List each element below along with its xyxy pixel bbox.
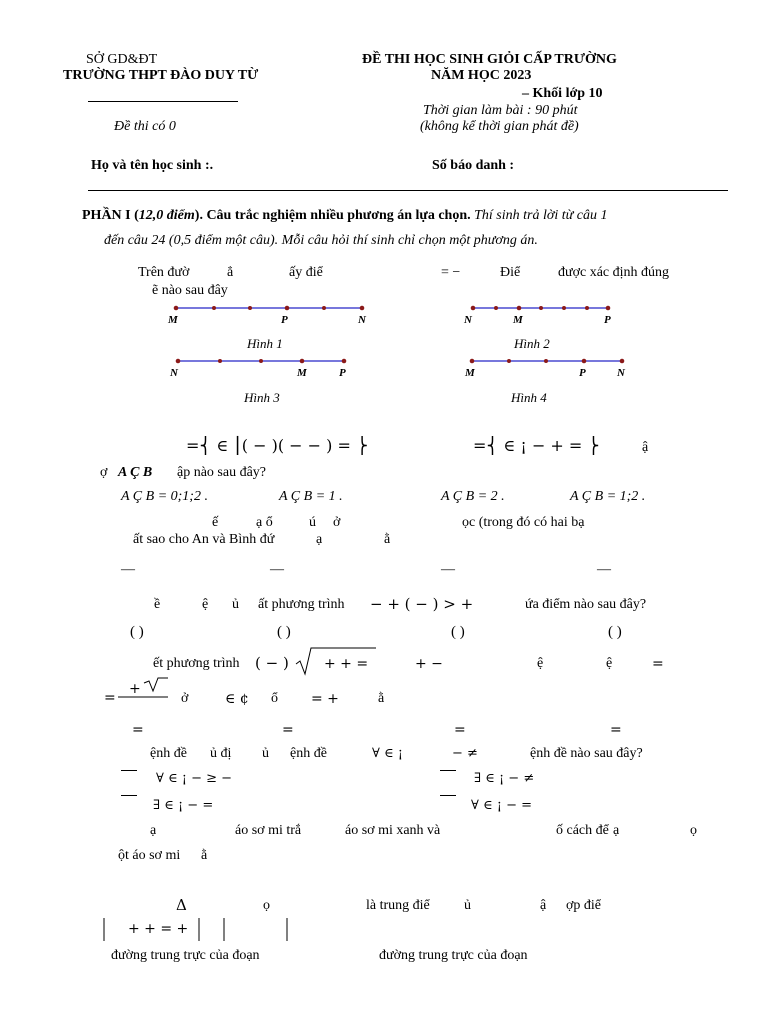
q5-option-a[interactable]: = (132, 722, 144, 738)
q7-text-f: ọ (690, 823, 697, 838)
q1-text-e: Điể (500, 265, 521, 280)
q3-text-f: ất sao cho An và Bình đứ (133, 532, 275, 547)
q1-text-d: = − (441, 265, 461, 280)
fig2-label-m: M (513, 314, 523, 326)
q4-text-b: ệ (202, 597, 209, 612)
part1-instruction-1: Thí sinh trả lời từ câu 1 (474, 208, 608, 223)
department-name: SỞ GD&ĐT (86, 52, 158, 67)
q2-text-b: A Ç B (118, 465, 153, 480)
q5-radicand: + + = (324, 656, 369, 672)
q3-text-b: ạ ổ (256, 515, 273, 530)
exam-duration: Thời gian làm bài : 90 phút (423, 103, 578, 118)
part1-title-rest: ). Câu trắc nghiệm nhiều phương án lựa chọn. (194, 208, 471, 223)
q4-inequality: − + ( − ) > + (370, 595, 474, 613)
q7-text-c: áo sơ mi xanh và (345, 823, 441, 838)
q6-text-a: ệnh đề (150, 746, 187, 761)
q4-text-d: ất phương trình (258, 597, 345, 612)
fig1-label-p: P (281, 314, 288, 326)
q5-factor: ( − ) (255, 654, 289, 672)
q8-text-d: ủ (464, 898, 471, 913)
school-name: TRƯỜNG THPT ĐÀO DUY TỪ (63, 68, 259, 83)
fig1-label-n: N (358, 314, 366, 326)
q4-option-a[interactable]: ( ) (130, 624, 144, 640)
fig3-caption: Hình 3 (244, 390, 280, 405)
q6-option-b[interactable]: ∃ ∈ ¡ − ≠ (474, 771, 535, 786)
q6-text-d: ệnh đề (290, 746, 327, 761)
q4-text-c: ủ (232, 597, 239, 612)
q5-text-j: ổ (271, 691, 278, 706)
q3-text-h: ằ (384, 532, 391, 547)
part1-instruction-2: đến câu 24 (0,5 điểm một câu). Mỗi câu hỏi thí sinh chỉ chọn một phương án. (104, 233, 538, 248)
q4-text-f: ứa điểm nào sau đây? (525, 597, 647, 612)
q5-rhs: + − (415, 656, 443, 672)
q5-text-a: ết phương trình (153, 656, 240, 671)
fig2-caption: Hình 2 (514, 336, 550, 351)
q2-set-a: =⎨ ∈ ⎮( − )( − − ) = ⎬ (186, 436, 368, 455)
q3-text-a: ế (212, 515, 219, 530)
q8-text-b: ọ (263, 898, 270, 913)
q5-text-i: ∈ ¢ (225, 691, 249, 707)
q2-option-a[interactable]: A Ç B = 0;1;2 . (121, 489, 208, 504)
q7-text-b: áo sơ mi trắ (235, 823, 302, 838)
q6-option-c[interactable]: ∃ ∈ ¡ − = (153, 798, 214, 813)
school-year: NĂM HỌC 2023 (431, 68, 532, 83)
grade-level: – Khối lớp 10 (522, 86, 603, 101)
q4-option-c[interactable]: ( ) (451, 624, 465, 640)
q5-option-d[interactable]: = (610, 722, 622, 738)
fig4-label-n: N (617, 367, 625, 379)
q5-text-f: ệ (606, 656, 613, 671)
q2-tail: ậ (642, 440, 649, 455)
q5-option-b[interactable]: = (282, 722, 294, 738)
part1-title: PHẦN I ( (82, 208, 139, 223)
q6-text-c: ủ (262, 746, 269, 761)
fig1-label-m: M (168, 314, 178, 326)
q4-option-d[interactable]: ( ) (608, 624, 622, 640)
q8-option-b[interactable]: đường trung trực của đoạn (379, 948, 528, 963)
q7-text-line2: ột áo sơ mi (118, 848, 181, 863)
q3-text-c: ú (309, 515, 316, 530)
fig2-label-n: N (464, 314, 472, 326)
q8-expression: + + = + (128, 921, 189, 937)
q5-frac-num: + (129, 681, 141, 697)
exam-title: ĐỀ THI HỌC SINH GIỎI CẤP TRƯỜNG (362, 52, 617, 67)
fig4-label-p: P (579, 367, 586, 379)
q6-option-a[interactable]: ∀ ∈ ¡ − ≥ − (156, 771, 233, 786)
q5-text-g: = (652, 656, 664, 672)
q7-text-d: ố cách để (556, 823, 609, 838)
q2-text-c: ập nào sau đây? (177, 465, 267, 480)
q5-text-k: = + (311, 691, 339, 707)
q3-option-c[interactable]: — (441, 562, 455, 577)
q4-text-a: ề (154, 597, 161, 612)
q7-text-a: ạ (150, 823, 157, 838)
q8-triangle: Δ (176, 896, 187, 914)
q3-text-g: ạ (316, 532, 323, 547)
fig1-caption: Hình 1 (247, 336, 283, 351)
q1-text-a: Trên đườ (138, 265, 190, 280)
q1-text-c: ấy điể (289, 265, 323, 280)
q3-option-b[interactable]: — (270, 562, 284, 577)
fig4-caption: Hình 4 (511, 390, 547, 405)
fig2-label-p: P (604, 314, 611, 326)
q2-text-a: ợ (100, 465, 108, 480)
q5-text-e: ệ (537, 656, 544, 671)
q6-expression: − ≠ (452, 746, 478, 761)
q2-option-d[interactable]: A Ç B = 1;2 . (570, 489, 646, 504)
fig4-label-m: M (465, 367, 475, 379)
q3-text-d: ở (333, 515, 341, 530)
fig3-label-p: P (339, 367, 346, 379)
q1-text-b: ẳ (227, 265, 234, 280)
q8-text-f: ợp điể (566, 898, 602, 913)
fig3-label-m: M (297, 367, 307, 379)
q5-text-h: ở (181, 691, 189, 706)
q4-option-b[interactable]: ( ) (277, 624, 291, 640)
q3-option-a[interactable]: — (121, 562, 135, 577)
q6-quantifier: ∀ ∈ ¡ (372, 746, 403, 761)
q5-frac-eq: = (104, 690, 116, 706)
q8-option-a[interactable]: đường trung trực của đoạn (111, 948, 260, 963)
candidate-number-label: Số báo danh : (432, 158, 515, 173)
q2-set-b: =⎨ ∈ ¡ − + = ⎬ (473, 436, 600, 455)
q8-text-c: là trung điể (366, 898, 430, 913)
duration-note: (không kể thời gian phát đề) (420, 119, 579, 134)
page-count: Đề thi có 0 (114, 119, 176, 134)
q7-text-e: ạ (613, 823, 620, 838)
q2-option-c[interactable]: A Ç B = 2 . (441, 489, 505, 504)
part1-points: 12,0 điểm (138, 208, 195, 223)
q1-text-f: được xác định đúng (558, 265, 670, 280)
q1-text-line2: ẽ nào sau đây (152, 283, 228, 298)
fig3-label-n: N (170, 367, 178, 379)
q3-text-e: ọc (trong đó có hai bạ (462, 515, 585, 530)
q2-option-b[interactable]: A Ç B = 1 . (279, 489, 343, 504)
student-name-label: Họ và tên học sinh :. (91, 158, 214, 173)
q5-text-l: ằ (378, 691, 385, 706)
q7-text-line2b: ằ (201, 848, 208, 863)
q6-option-d[interactable]: ∀ ∈ ¡ − = (471, 798, 533, 813)
q5-option-c[interactable]: = (454, 722, 466, 738)
q3-option-d[interactable]: — (597, 562, 611, 577)
q8-text-e: ậ (540, 898, 547, 913)
q6-text-b: ủ đị (210, 746, 232, 761)
q6-text-g: ệnh đề nào sau đây? (530, 746, 643, 761)
